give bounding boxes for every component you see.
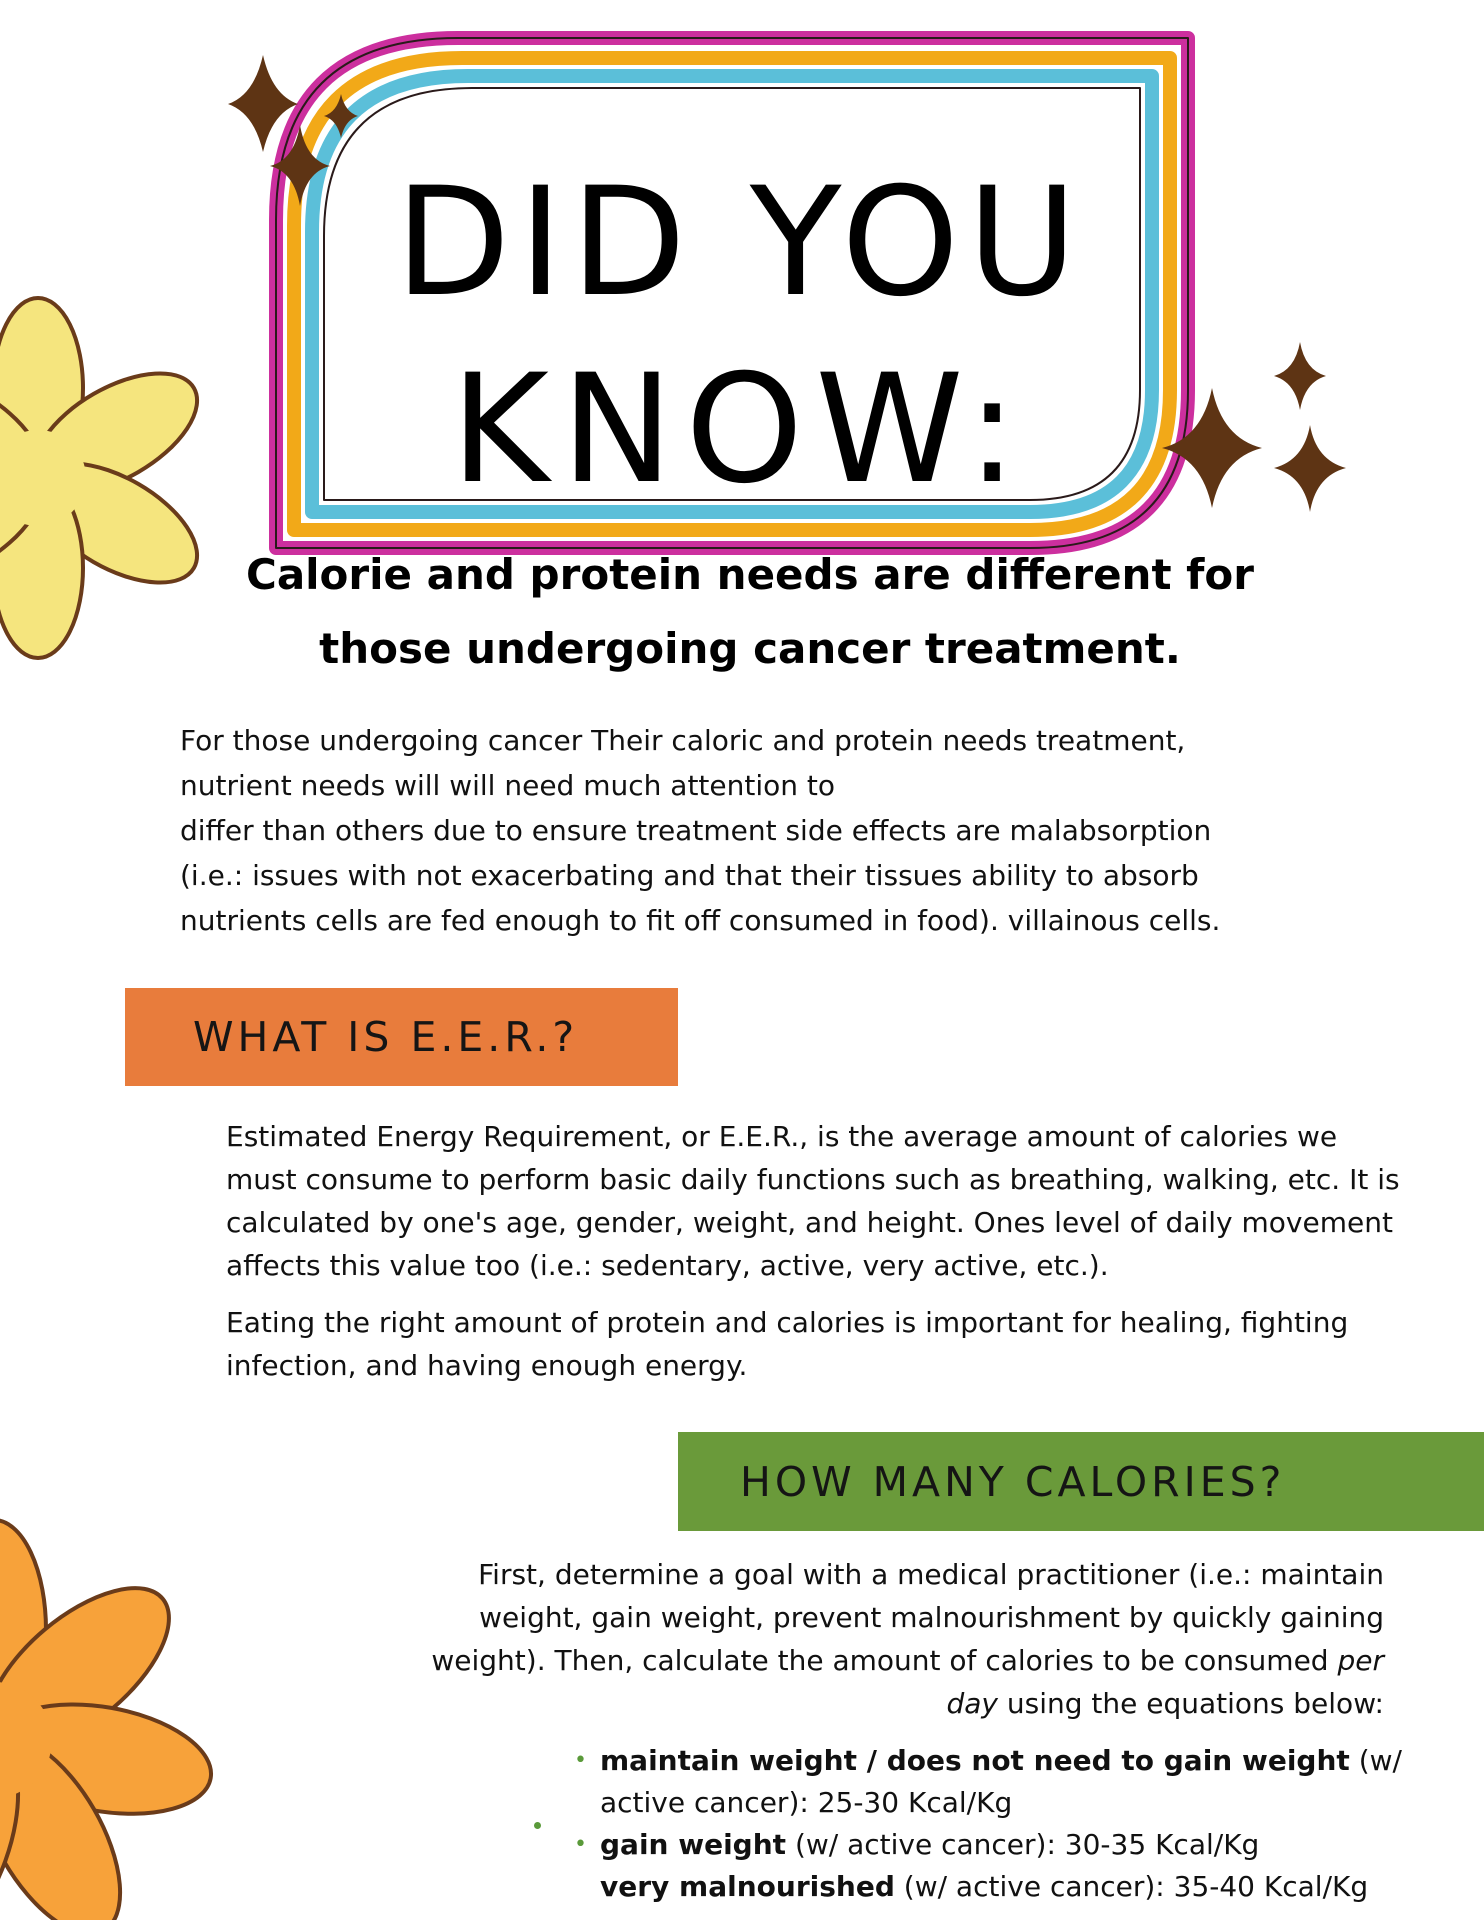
list-item-label: gain weight <box>600 1828 787 1861</box>
bullet-dot <box>534 1822 541 1829</box>
bullet-icon: • <box>574 1748 587 1773</box>
sparkle-icon <box>1274 425 1346 512</box>
list-item-value: (w/ active cancer): 25-30 Kcal/Kg <box>600 1744 1402 1819</box>
calories-intro-paragraph <box>390 1553 1384 1725</box>
calories-section-heading <box>678 1432 1484 1531</box>
intro-line: (i.e.: issues with not exacerbating and that their tissues ability to absorb <box>180 859 1199 892</box>
eer-heading-text: WHAT IS E.E.R.? <box>193 1013 579 1061</box>
calories-intro-emphasis: per day <box>946 1644 1384 1720</box>
eer-paragraph-1 <box>226 1115 1406 1287</box>
eer-text-2: Eating the right amount of protein and calories is important for healing, fighting infection, and having enough energy. <box>226 1306 1349 1382</box>
calories-intro-text-end: using the equations below: <box>997 1687 1384 1720</box>
flower-icon <box>0 1520 220 1920</box>
calories-heading-text: HOW MANY CALORIES? <box>740 1457 1286 1506</box>
list-item-value: (w/ active cancer): 30-35 Kcal/Kg <box>786 1828 1260 1861</box>
headline-line-1: Calorie and protein needs are different for <box>246 550 1254 599</box>
title-line-2: KNOW: <box>450 343 1030 517</box>
list-item-label: maintain weight / does not need to gain weight <box>600 1744 1350 1777</box>
eer-text-1: Estimated Energy Requirement, or E.E.R., is the average amount of calories we must consume to perform basic daily functions such as breathing, walking, etc. It is calculated by one's age, gender, weight, and height. Ones level of daily movement affects this value too (i.e.: sedentary, active, very active, etc.). <box>226 1120 1400 1282</box>
list-item-label: very malnourished <box>600 1870 895 1903</box>
bullet-icon: • <box>574 1832 587 1857</box>
intro-line: For those undergoing cancer Their caloric and protein needs treatment, <box>180 724 1186 757</box>
eer-paragraph-2 <box>226 1301 1406 1387</box>
intro-paragraph <box>180 718 1330 943</box>
list-item-value: (w/ active cancer): 35-40 Kcal/Kg <box>894 1870 1369 1903</box>
list-item <box>574 1824 1450 1866</box>
list-item <box>600 1866 1450 1908</box>
sparkle-icon <box>1274 342 1326 410</box>
list-item <box>574 1740 1450 1824</box>
intro-line: differ than others due to ensure treatment side effects are malabsorption <box>180 814 1212 847</box>
eer-section-heading <box>125 988 678 1086</box>
headline-line-2: those undergoing cancer treatment. <box>319 624 1181 673</box>
calorie-equations-list <box>574 1740 1450 1908</box>
title-line-1: DID YOU <box>394 156 1086 330</box>
intro-line: nutrient needs will will need much attention to <box>180 769 836 802</box>
intro-line: nutrients cells are fed enough to fit off consumed in food). villainous cells. <box>180 904 1221 937</box>
calories-intro-text: First, determine a goal with a medical practitioner (i.e.: maintain weight, gain weight, prevent malnourishment by quickly gaining weight). Then, calculate the amount of calories to be consumed <box>431 1558 1384 1677</box>
